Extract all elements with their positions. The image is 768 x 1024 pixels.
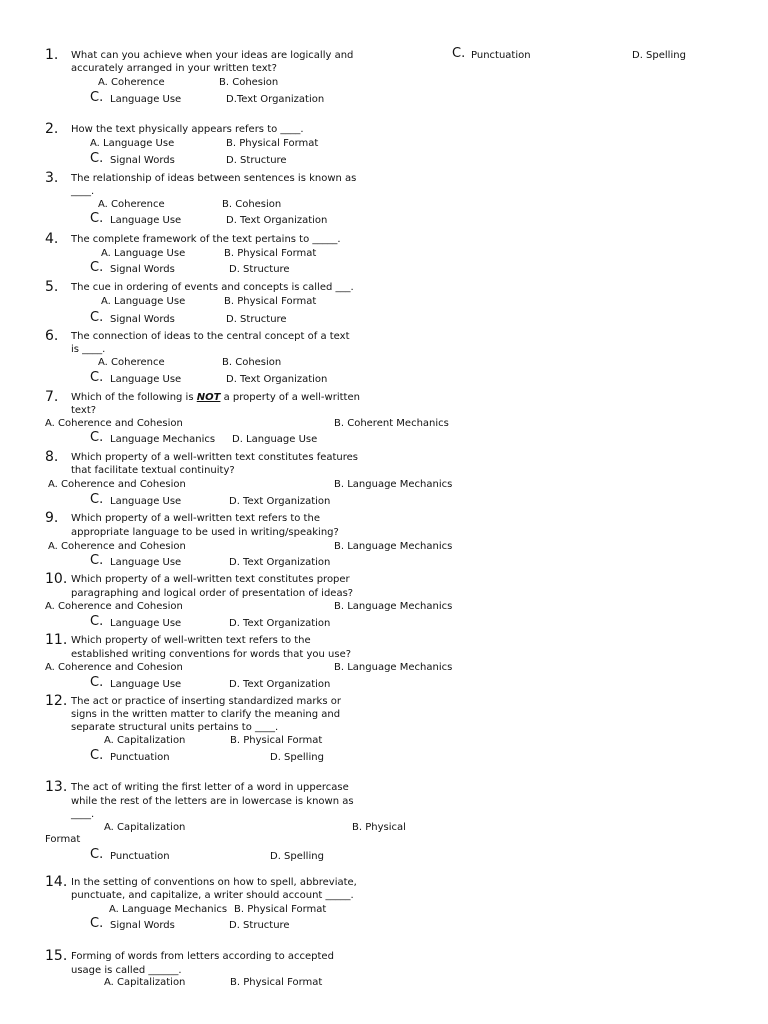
option-a: A. Coherence	[98, 199, 165, 210]
option-a: A. Coherence and Cohesion	[48, 541, 186, 552]
option-a: A. Language Use	[101, 296, 186, 307]
option-c-letter: C.	[90, 90, 104, 105]
option-d: D. Text Organization	[226, 374, 328, 385]
option-c-letter: C.	[90, 370, 104, 385]
question-text: paragraphing and logical order of presentation of ideas?	[71, 588, 354, 599]
option-d: D. Text Organization	[229, 496, 331, 507]
option-d: D. Text Organization	[226, 215, 328, 226]
option-a: A. Coherence and Cohesion	[45, 662, 183, 673]
question-text: Which property of a well-written text constitutes proper	[71, 574, 350, 585]
option-c: Language Mechanics	[110, 434, 216, 445]
question-text: What can you achieve when your ideas are logically and	[71, 50, 354, 61]
question-number: 13.	[45, 779, 68, 795]
question-text: The complete framework of the text pertains to _____.	[71, 234, 341, 245]
option-b: B. Language Mechanics	[334, 601, 453, 612]
option-c: Punctuation	[471, 50, 531, 61]
question-number: 3.	[45, 170, 59, 186]
question-text: established writing conventions for words that you use?	[71, 649, 352, 660]
question-text-start: Which of the following is	[71, 392, 197, 403]
question-number: 1.	[45, 47, 59, 63]
option-d: D. Structure	[226, 155, 287, 166]
question-text: The relationship of ideas between sentences is known as	[71, 173, 357, 184]
option-d: D. Text Organization	[229, 557, 331, 568]
option-a: A. Language Use	[101, 248, 186, 259]
option-a: A. Coherence	[98, 77, 165, 88]
question-text	[71, 391, 360, 404]
option-b: B. Physical Format	[224, 296, 317, 307]
option-c-letter: C.	[90, 492, 104, 507]
question-number: 12.	[45, 693, 68, 709]
question-text: accurately arranged in your written text?	[71, 63, 277, 74]
option-c-letter: C.	[90, 310, 104, 325]
option-b: B. Language Mechanics	[334, 662, 453, 673]
option-b: B. Coherent Mechanics	[334, 418, 449, 429]
option-c: Punctuation	[110, 752, 170, 763]
option-c: Language Use	[110, 618, 182, 629]
option-a: A. Coherence and Cohesion	[45, 601, 183, 612]
question-number: 7.	[45, 389, 59, 405]
question-number: 10.	[45, 571, 68, 587]
question-text: signs in the written matter to clarify the meaning and	[71, 709, 341, 720]
question-text: In the setting of conventions on how to spell, abbreviate,	[71, 877, 357, 888]
option-b: B. Cohesion	[222, 199, 282, 210]
option-b: B. Physical Format	[234, 904, 327, 915]
option-a: A. Language Use	[90, 138, 175, 149]
option-c: Language Use	[110, 557, 182, 568]
option-b: B. Language Mechanics	[334, 541, 453, 552]
option-c-letter: C.	[90, 553, 104, 568]
option-b: B. Physical Format	[224, 248, 317, 259]
option-c-letter: C.	[90, 847, 104, 862]
question-text: Which property of a well-written text refers to the	[71, 513, 320, 524]
option-c: Signal Words	[110, 920, 175, 931]
option-b: B. Language Mechanics	[334, 479, 453, 490]
option-a: A. Capitalization	[104, 735, 186, 746]
option-c-letter: C.	[90, 748, 104, 763]
question-text: that facilitate textual continuity?	[71, 465, 235, 476]
option-d: D. Structure	[229, 264, 290, 275]
question-text: ____.	[71, 809, 95, 820]
option-d: D. Spelling	[632, 50, 686, 61]
option-d: D. Language Use	[232, 434, 318, 445]
question-text: The act or practice of inserting standardized marks or	[71, 696, 341, 707]
option-a: A. Capitalization	[104, 977, 186, 988]
option-c: Punctuation	[110, 851, 170, 862]
question-text: appropriate language to be used in writing/speaking?	[71, 527, 339, 538]
option-c-letter: C.	[90, 675, 104, 690]
option-c: Language Use	[110, 679, 182, 690]
option-c: Signal Words	[110, 314, 175, 325]
option-a: A. Capitalization	[104, 822, 186, 833]
option-c-letter: C.	[90, 916, 104, 931]
question-number: 4.	[45, 231, 59, 247]
option-b: B. Physical	[352, 822, 406, 833]
question-number: 5.	[45, 279, 59, 295]
question-text: punctuate, and capitalize, a writer should account _____.	[71, 890, 354, 901]
option-b: B. Cohesion	[222, 357, 282, 368]
option-a: A. Coherence	[98, 357, 165, 368]
option-d: D. Structure	[226, 314, 287, 325]
question-text: usage is called ______.	[71, 965, 182, 976]
question-text: Which property of a well-written text constitutes features	[71, 452, 359, 463]
option-d: D. Text Organization	[229, 679, 331, 690]
option-c: Language Use	[110, 496, 182, 507]
option-b: B. Physical Format	[230, 735, 323, 746]
option-c: Language Use	[110, 374, 182, 385]
question-text: How the text physically appears refers to ____.	[71, 124, 304, 135]
question-text: The cue in ordering of events and concepts is called ___.	[71, 282, 354, 293]
option-d: D. Spelling	[270, 851, 324, 862]
question-text: separate structural units pertains to ____.	[71, 722, 279, 733]
question-number: 8.	[45, 449, 59, 465]
option-c: Language Use	[110, 215, 182, 226]
question-text: The connection of ideas to the central concept of a text	[71, 331, 350, 342]
option-c-letter: C.	[90, 151, 104, 166]
question-text: The act of writing the first letter of a word in uppercase	[71, 782, 349, 793]
question-number: 2.	[45, 121, 59, 137]
option-c-letter: C.	[90, 211, 104, 226]
question-number: 11.	[45, 632, 68, 648]
question-number: 6.	[45, 328, 59, 344]
emphasis-not: NOT	[196, 392, 221, 403]
question-text: text?	[71, 405, 97, 416]
option-c: Language Use	[110, 94, 182, 105]
option-d: D. Spelling	[270, 752, 324, 763]
question-text: Which property of well-written text refers to the	[71, 635, 311, 646]
question-text: while the rest of the letters are in lowercase is known as	[71, 796, 354, 807]
option-c-letter: C.	[90, 614, 104, 629]
option-b: B. Physical Format	[226, 138, 319, 149]
question-number: 15.	[45, 948, 68, 964]
option-d: D. Text Organization	[229, 618, 331, 629]
question-text: Forming of words from letters according to accepted	[71, 951, 334, 962]
question-number: 9.	[45, 510, 59, 526]
option-c-letter: C.	[90, 260, 104, 275]
question-text: is ____.	[71, 344, 106, 355]
option-d: D. Structure	[229, 920, 290, 931]
option-b: B. Physical Format	[230, 977, 323, 988]
option-a: A. Coherence and Cohesion	[48, 479, 186, 490]
option-c-letter: C.	[90, 430, 104, 445]
option-a: A. Language Mechanics	[109, 904, 228, 915]
question-text-end: a property of a well-written	[220, 392, 360, 403]
option-c: Signal Words	[110, 264, 175, 275]
option-c: Signal Words	[110, 155, 175, 166]
option-d: D.Text Organization	[226, 94, 325, 105]
option-c-letter: C.	[452, 46, 466, 61]
option-b: B. Cohesion	[219, 77, 279, 88]
option-a: A. Coherence and Cohesion	[45, 418, 183, 429]
question-text: ____.	[71, 186, 95, 197]
option-b-continued: Format	[45, 834, 81, 845]
question-number: 14.	[45, 874, 68, 890]
